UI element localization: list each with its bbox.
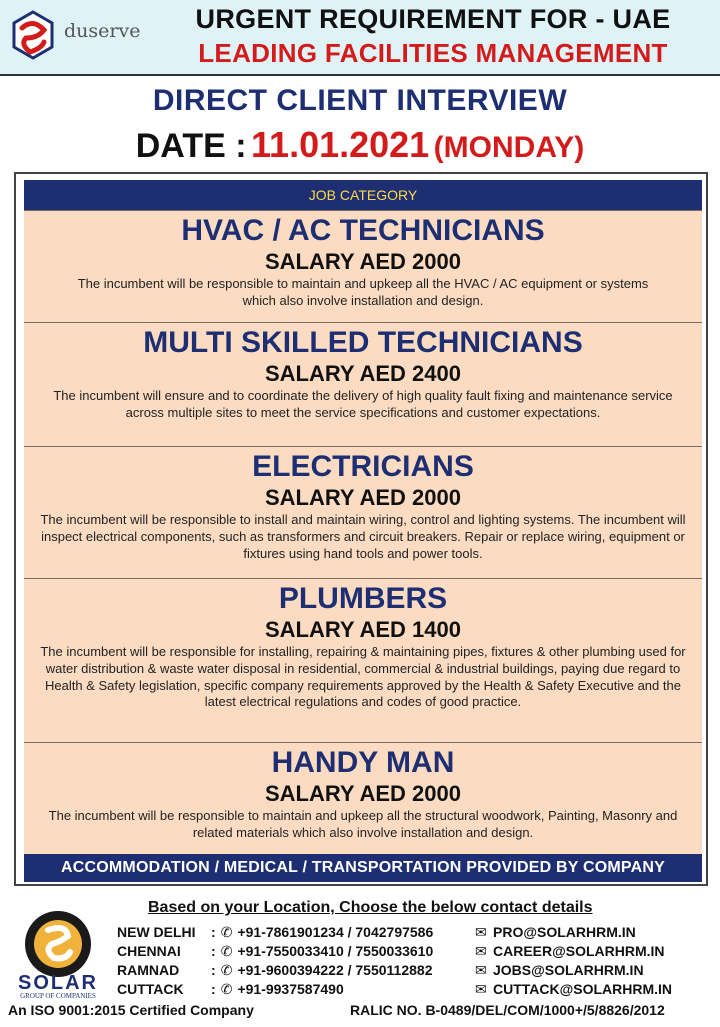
job-card-handy-man bbox=[24, 742, 702, 854]
email-row-ramnad bbox=[475, 962, 644, 982]
email-row-new-delhi bbox=[475, 924, 636, 944]
office-phones: +91-7861901234 / 7042797586 bbox=[237, 924, 434, 940]
interview-section bbox=[0, 78, 720, 174]
iso-certification: An ISO 9001:2015 Certified Company bbox=[8, 1002, 254, 1018]
job-salary: SALARY AED 1400 bbox=[264, 617, 462, 642]
office-city: RAMNAD bbox=[117, 962, 180, 978]
email-row-chennai bbox=[475, 943, 665, 963]
headline-requirement: URGENT REQUIREMENT FOR - UAE bbox=[195, 4, 671, 34]
office-separator: : bbox=[211, 943, 216, 959]
headline-company-type: LEADING FACILITIES MANAGEMENT bbox=[198, 38, 668, 68]
office-row-chennai bbox=[117, 943, 433, 963]
phone-icon: ✆ bbox=[220, 981, 233, 997]
job-salary: SALARY AED 2000 bbox=[264, 485, 462, 510]
office-separator: : bbox=[211, 962, 216, 978]
envelope-icon: ✉ bbox=[475, 943, 487, 959]
job-card-plumbers bbox=[24, 578, 702, 742]
solar-logo-word: SOLAR bbox=[18, 972, 98, 994]
office-city: CUTTACK bbox=[117, 981, 184, 997]
job-title: ELECTRICIANS bbox=[252, 450, 474, 483]
job-card-multi-skilled bbox=[24, 322, 702, 446]
office-phones: +91-7550033410 / 7550033610 bbox=[237, 943, 434, 959]
job-title: MULTI SKILLED TECHNICIANS bbox=[143, 326, 583, 359]
date-value: 11.01.2021 bbox=[251, 124, 430, 165]
benefits-banner: ACCOMMODATION / MEDICAL / TRANSPORTATION PROVIDED BY COMPANY bbox=[24, 854, 702, 882]
job-description: The incumbent will be responsible to maintain and upkeep all the HVAC / AC equipment or systems which also involve installation and design. bbox=[77, 276, 649, 308]
duserve-logo-text: duserve bbox=[64, 20, 141, 42]
contact-heading: Based on your Location, Choose the below contact details bbox=[148, 899, 593, 916]
phone-icon: ✆ bbox=[220, 924, 233, 940]
envelope-icon: ✉ bbox=[475, 962, 487, 978]
phone-icon: ✆ bbox=[220, 962, 233, 978]
office-email[interactable]: CUTTACK@SOLARHRM.IN bbox=[493, 981, 673, 997]
solar-logo-subtitle: GROUP OF COMPANIES bbox=[20, 992, 96, 1000]
job-category-header: JOB CATEGORY bbox=[24, 180, 702, 210]
date-day: (MONDAY) bbox=[433, 131, 585, 164]
office-phones: +91-9600394222 / 7550112882 bbox=[237, 962, 433, 978]
job-title: PLUMBERS bbox=[278, 582, 448, 615]
interview-date-line bbox=[0, 124, 720, 166]
header-banner bbox=[0, 0, 720, 76]
office-row-cuttack bbox=[117, 981, 344, 1001]
office-email[interactable]: CAREER@SOLARHRM.IN bbox=[493, 943, 665, 959]
job-salary: SALARY AED 2000 bbox=[264, 249, 462, 274]
office-separator: : bbox=[211, 981, 216, 997]
envelope-icon: ✉ bbox=[475, 924, 487, 940]
envelope-icon: ✉ bbox=[475, 981, 487, 997]
office-separator: : bbox=[211, 924, 216, 940]
job-description: The incumbent will be responsible to install and maintain wiring, control and lighting systems. The incumbent will inspect electrical components, such as transformers and circuit breakers. Repair or replace wiring, equipment or fixtures using hand tools and power tools. bbox=[40, 512, 686, 561]
office-email[interactable]: JOBS@SOLARHRM.IN bbox=[493, 962, 644, 978]
duserve-logo-icon bbox=[8, 8, 58, 64]
office-row-new-delhi bbox=[117, 924, 433, 944]
job-description: The incumbent will be responsible to maintain and upkeep all the structural woodwork, Painting, Masonry and related materials which also involve installation and design. bbox=[48, 808, 678, 840]
date-label: DATE : bbox=[135, 127, 247, 165]
license-number: RALIC NO. B-0489/DEL/COM/1000+/5/8826/2012 bbox=[350, 1002, 665, 1018]
phone-icon: ✆ bbox=[220, 943, 233, 959]
job-card-hvac bbox=[24, 210, 702, 322]
job-card-electricians bbox=[24, 446, 702, 578]
office-city: NEW DELHI bbox=[117, 924, 196, 940]
interview-title: DIRECT CLIENT INTERVIEW bbox=[152, 84, 568, 117]
job-salary: SALARY AED 2000 bbox=[264, 781, 462, 806]
office-row-ramnad bbox=[117, 962, 432, 982]
job-description: The incumbent will be responsible for installing, repairing & maintaining pipes, fixtures & other plumbing used for water distribution & waste water disposal in residential, commercial & industrial buildings, paying due regard to Health & Safety legislation, specific company requirements approved by the Health & Safety Executive and the latest electrical regulations and codes of good practice. bbox=[40, 644, 686, 710]
email-row-cuttack bbox=[475, 981, 672, 1001]
job-description: The incumbent will ensure and to coordinate the delivery of high quality fault fixing and maintenance service across multiple sites to meet the service specifications and customer expectations. bbox=[53, 388, 673, 420]
job-title: HVAC / AC TECHNICIANS bbox=[181, 214, 545, 247]
contact-section bbox=[0, 888, 720, 1027]
office-city: CHENNAI bbox=[117, 943, 181, 959]
office-email[interactable]: PRO@SOLARHRM.IN bbox=[493, 924, 636, 940]
job-salary: SALARY AED 2400 bbox=[264, 361, 462, 386]
job-list-frame bbox=[14, 172, 708, 886]
office-phones: +91-9937587490 bbox=[237, 981, 344, 997]
job-title: HANDY MAN bbox=[271, 746, 455, 779]
